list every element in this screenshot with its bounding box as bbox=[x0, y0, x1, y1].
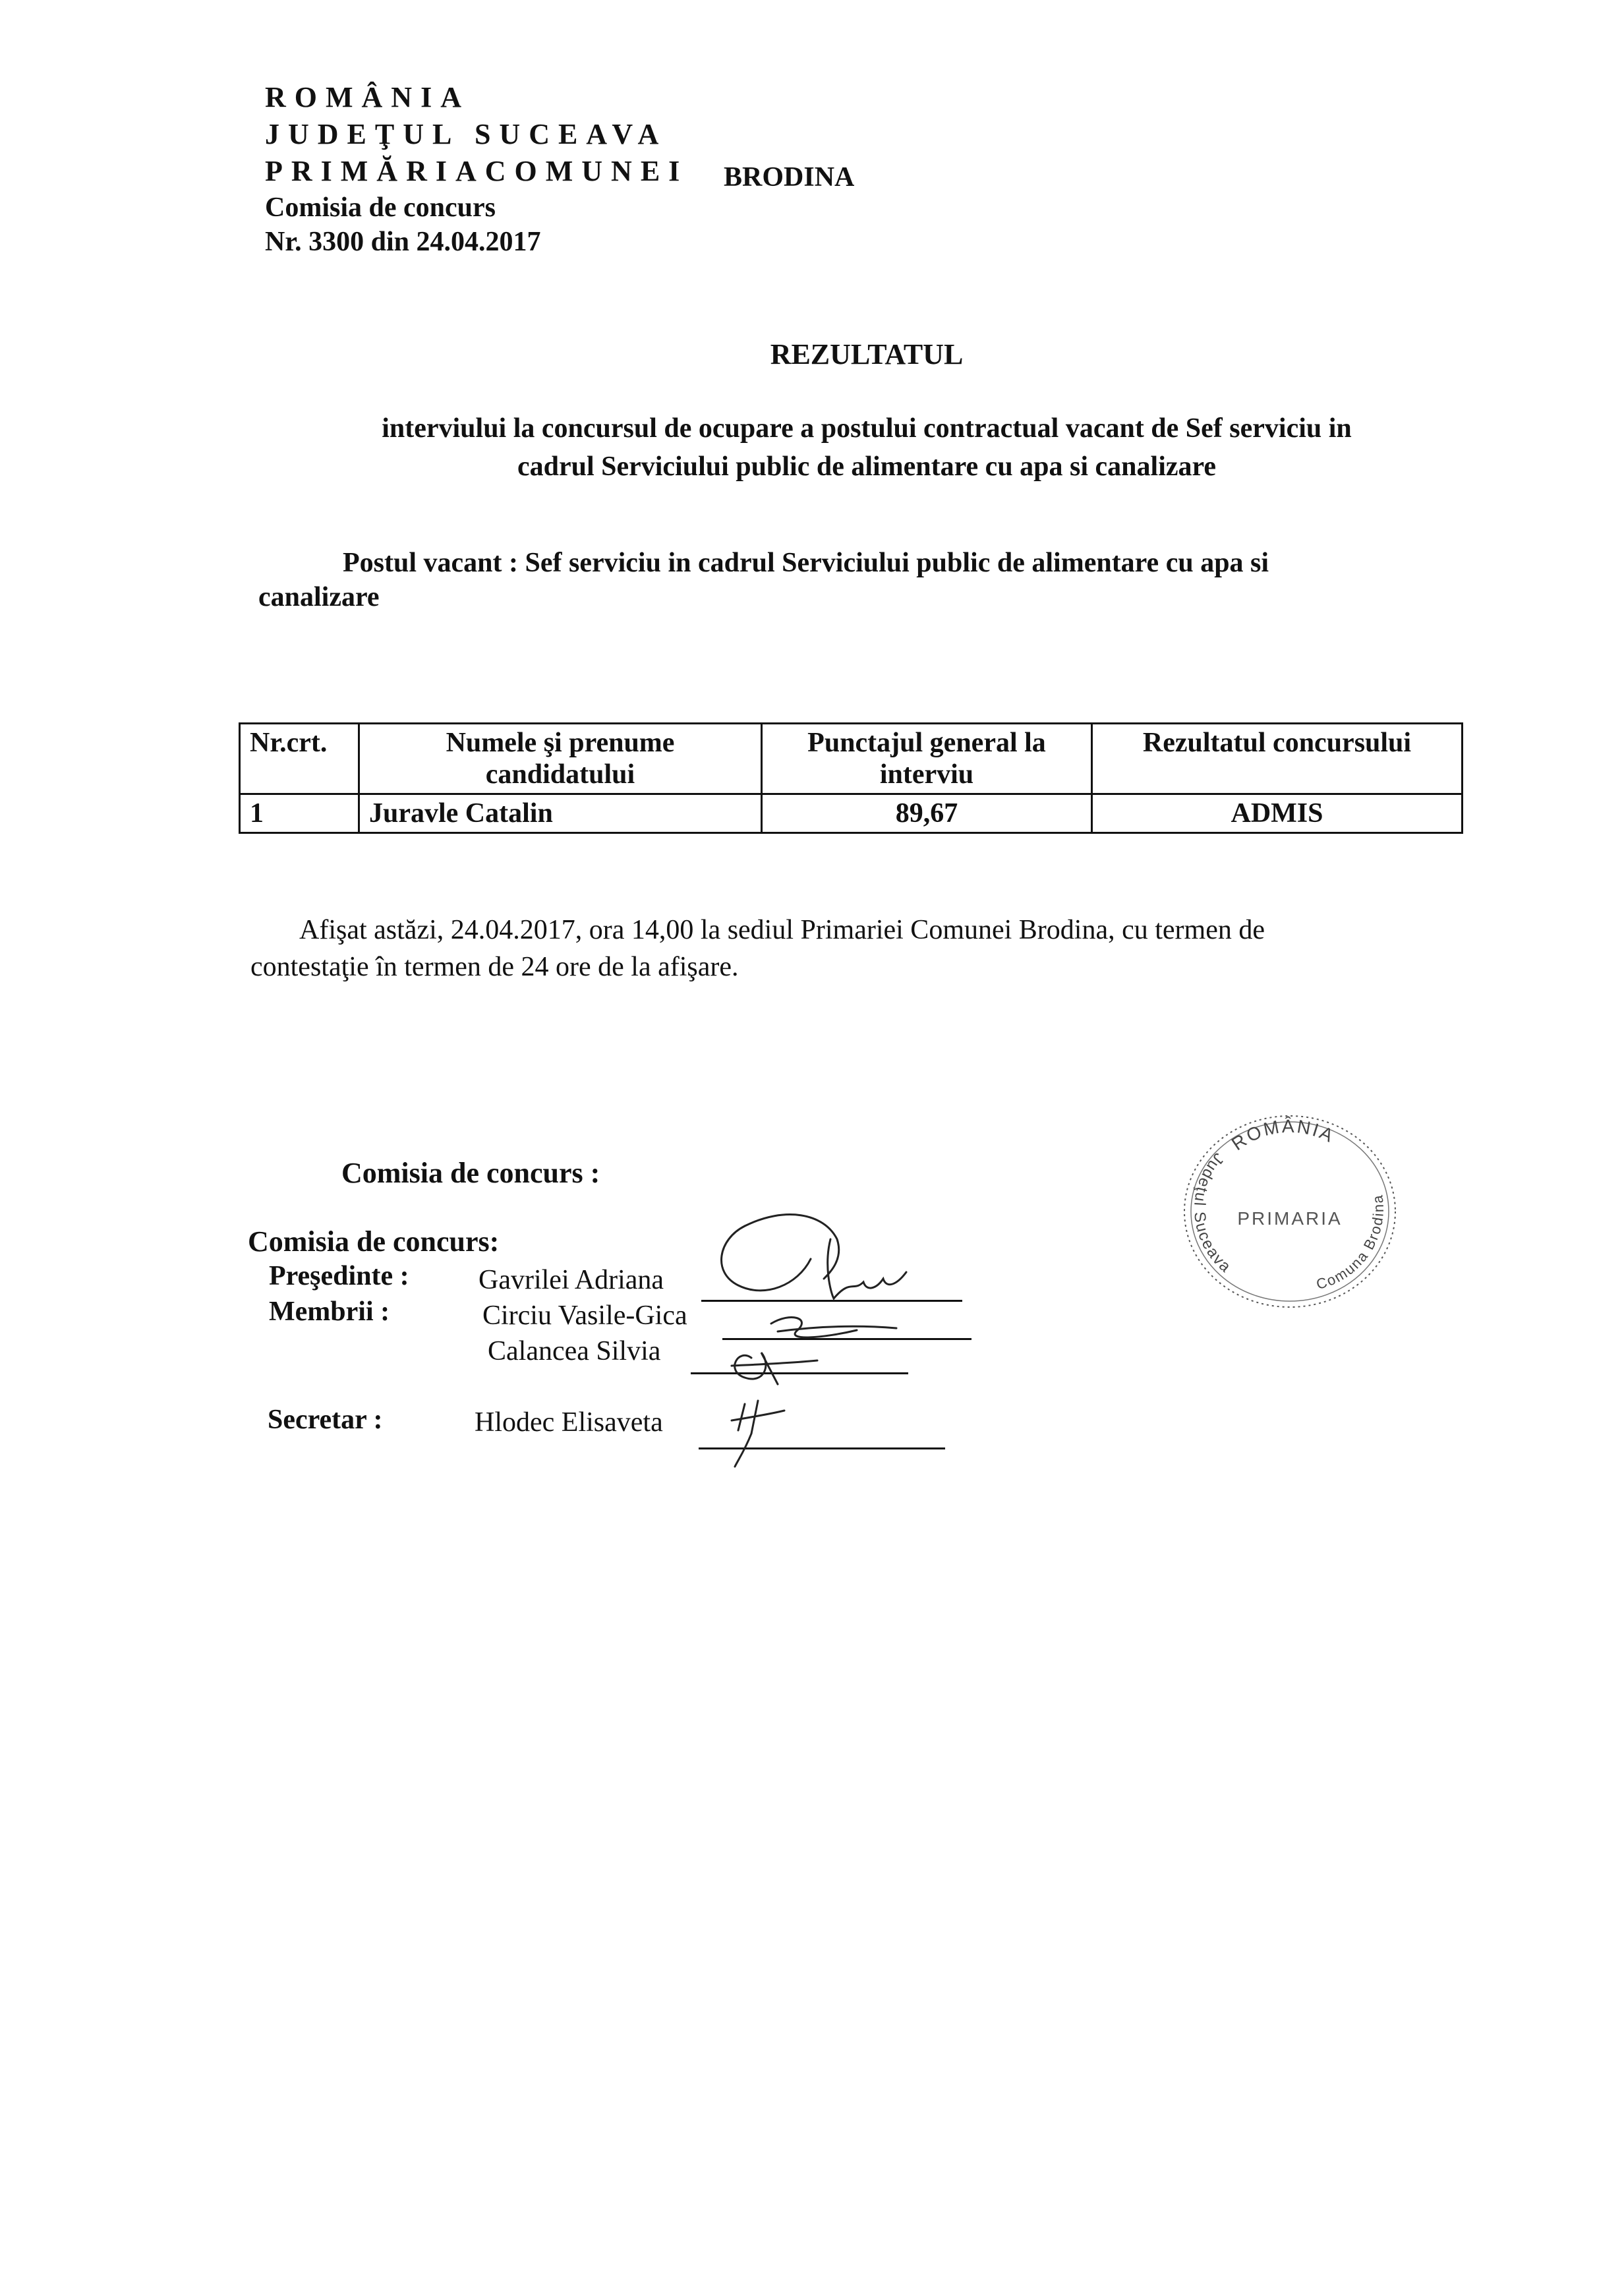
table-header-row bbox=[240, 724, 1463, 794]
header-institution: PRIMĂRIACOMUNEI bbox=[265, 155, 689, 187]
header-commune: BRODINA bbox=[724, 162, 855, 192]
results-table bbox=[239, 722, 1463, 834]
stamp-right-text: Comuna Brodina bbox=[1314, 1193, 1387, 1293]
president-signature-stroke bbox=[722, 1226, 811, 1291]
post-vacant-line1: Postul vacant : Sef serviciu in cadrul Serviciului public de alimentare cu apa si bbox=[343, 548, 1269, 578]
header-name: Numele şi prenume candidatului bbox=[359, 724, 762, 794]
secretary-signature-stroke bbox=[735, 1434, 751, 1467]
document-subtitle-line1: interviului la concursul de ocupare a postului contractual vacant de Sef serviciu in bbox=[382, 413, 1352, 444]
header-county: JUDEŢUL SUCEAVA bbox=[265, 118, 668, 150]
document-title: REZULTATUL bbox=[770, 338, 964, 370]
stamp-left-text: Judeţul Suceava bbox=[1190, 1149, 1235, 1277]
header-nr: Nr.crt. bbox=[240, 724, 359, 794]
president-name: Gavrilei Adriana bbox=[478, 1265, 664, 1295]
cell-score: 89,67 bbox=[762, 794, 1092, 833]
notice-line2: contestaţie în termen de 24 ore de la afişare. bbox=[250, 952, 739, 982]
member2-signature-stroke bbox=[735, 1353, 778, 1384]
secretary-label: Secretar : bbox=[268, 1405, 383, 1435]
header-committee: Comisia de concurs bbox=[265, 192, 496, 223]
secretary-signature-stroke bbox=[732, 1401, 784, 1434]
primaria-stamp bbox=[1168, 1099, 1412, 1310]
stamp-top-text: ROMÂNIA bbox=[1227, 1115, 1339, 1155]
header-score: Punctajul general la interviu bbox=[762, 724, 1092, 794]
member1-name: Circiu Vasile-Gica bbox=[482, 1300, 687, 1331]
president-signature-stroke bbox=[745, 1215, 839, 1279]
header-result: Rezultatul concursului bbox=[1092, 724, 1463, 794]
secretary-name: Hlodec Elisaveta bbox=[475, 1407, 663, 1438]
post-vacant-line2: canalizare bbox=[258, 582, 380, 612]
committee-heading-2: Comisia de concurs: bbox=[248, 1225, 500, 1258]
committee-heading: Comisia de concurs : bbox=[341, 1157, 600, 1189]
notice-line1: Afişat astăzi, 24.04.2017, ora 14,00 la sediul Primariei Comunei Brodina, cu termen de bbox=[299, 915, 1265, 945]
header-reg-number: Nr. 3300 din 24.04.2017 bbox=[265, 227, 541, 257]
cell-name: Juravle Catalin bbox=[359, 794, 762, 833]
cell-result: ADMIS bbox=[1092, 794, 1463, 833]
handwritten-signatures bbox=[699, 1200, 975, 1476]
stamp-center-text: PRIMARIA bbox=[1237, 1208, 1343, 1229]
member2-signature-stroke bbox=[732, 1360, 817, 1366]
table-row bbox=[240, 794, 1463, 833]
member2-name: Calancea Silvia bbox=[488, 1336, 661, 1366]
cell-nr: 1 bbox=[240, 794, 359, 833]
document-subtitle-line2: cadrul Serviciului public de alimentare cu apa si canalizare bbox=[517, 452, 1217, 482]
president-label: Preşedinte : bbox=[269, 1261, 409, 1291]
header-country: ROMÂNIA bbox=[265, 81, 470, 113]
members-label: Membrii : bbox=[269, 1297, 390, 1327]
